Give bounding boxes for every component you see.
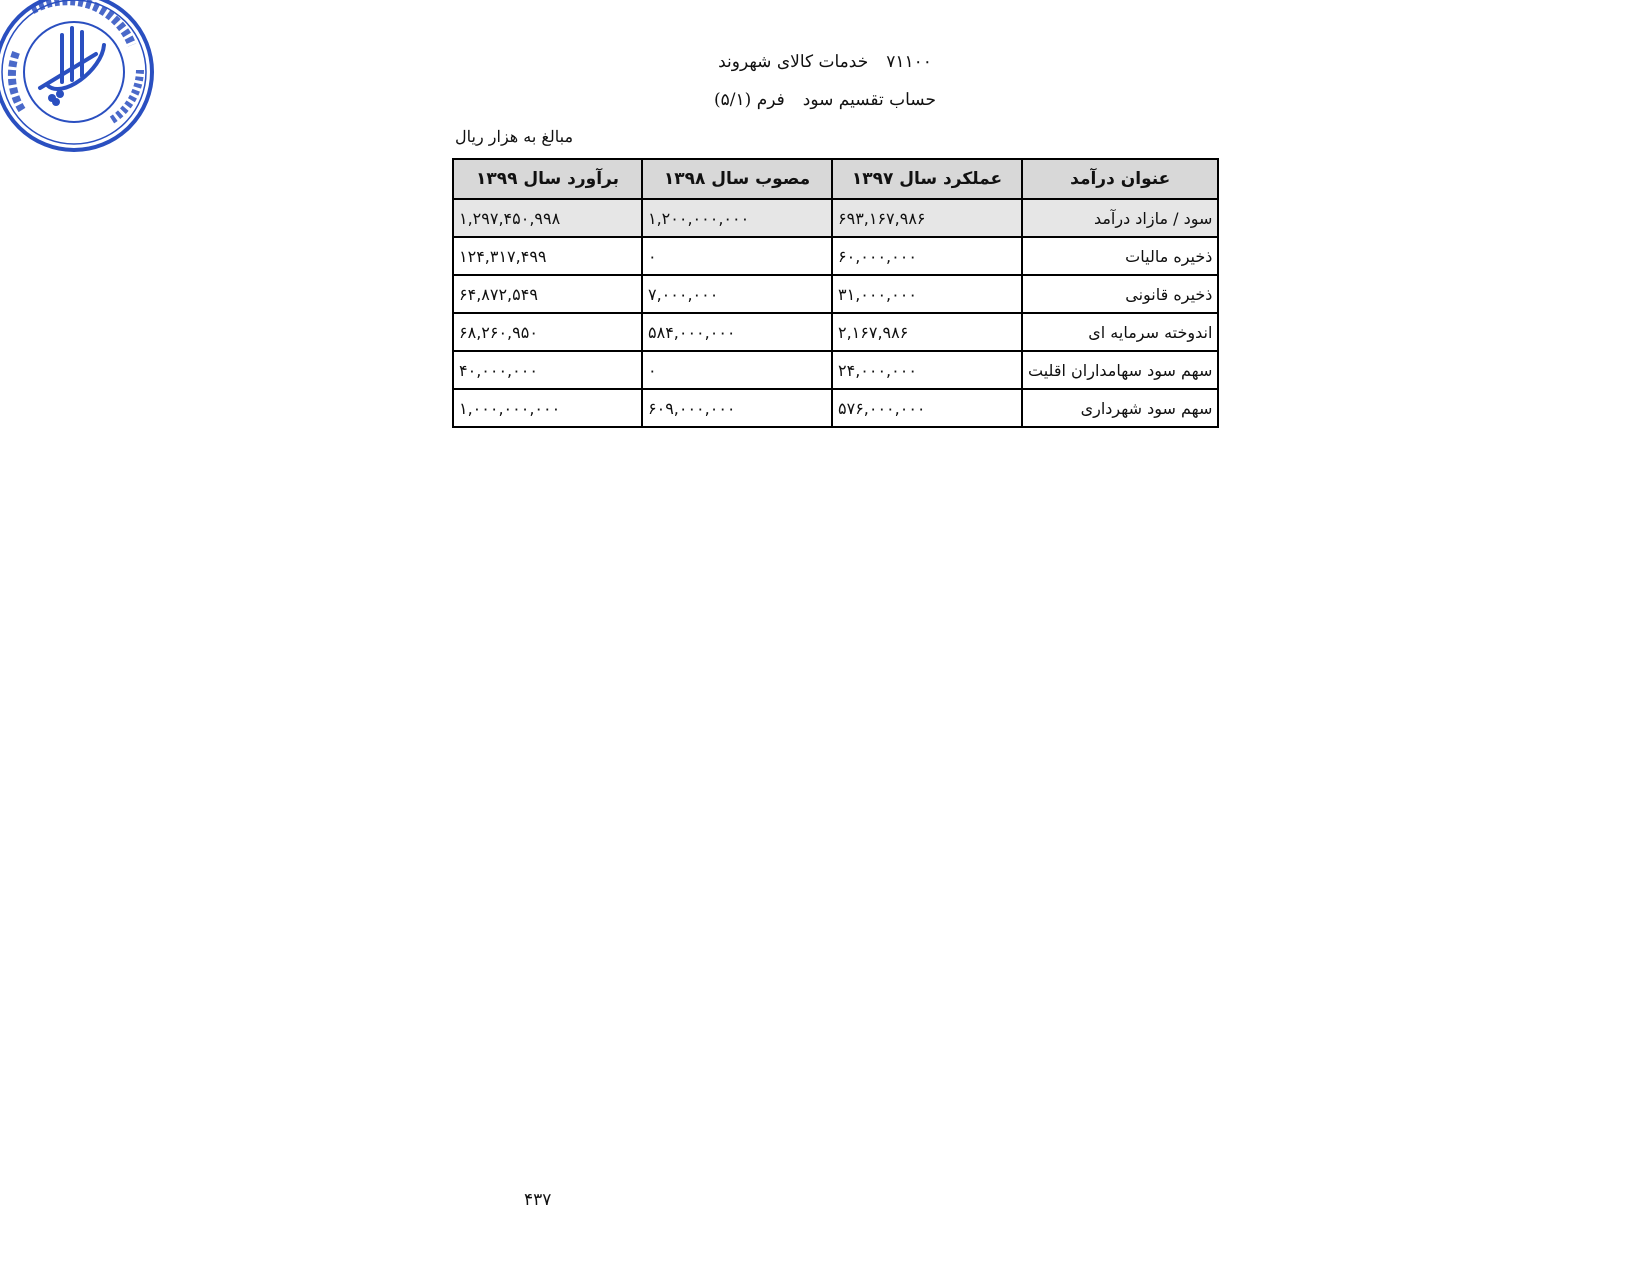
cell-1398: ۶۰۹,۰۰۰,۰۰۰: [642, 389, 832, 427]
row-title: اندوخته سرمایه ای: [1022, 313, 1218, 351]
row-title: سهم سود سهامداران اقلیت: [1022, 351, 1218, 389]
column-header-1397-actual: عملکرد سال ۱۳۹۷: [832, 159, 1022, 199]
table-row: [453, 313, 1218, 351]
cell-1399: ۴۰,۰۰۰,۰۰۰: [453, 351, 642, 389]
form-label: فرم (۵/۱): [714, 90, 785, 110]
cell-1398: ۵۸۴,۰۰۰,۰۰۰: [642, 313, 832, 351]
account-code: ۷۱۱۰۰: [886, 52, 932, 72]
table-row: [453, 199, 1218, 237]
page-number: ۴۳۷: [524, 1190, 552, 1210]
cell-1399: ۱,۰۰۰,۰۰۰,۰۰۰: [453, 389, 642, 427]
table-row: [453, 389, 1218, 427]
cell-1397: ۲,۱۶۷,۹۸۶: [832, 313, 1022, 351]
column-header-1399-estimate: برآورد سال ۱۳۹۹: [453, 159, 642, 199]
table-row: [453, 275, 1218, 313]
table-row: [453, 351, 1218, 389]
profit-distribution-table: [452, 158, 1219, 428]
row-title: ذخیره قانونی: [1022, 275, 1218, 313]
cell-1397: ۵۷۶,۰۰۰,۰۰۰: [832, 389, 1022, 427]
cell-1397: ۶۹۳,۱۶۷,۹۸۶: [832, 199, 1022, 237]
company-name: خدمات کالای شهروند: [718, 52, 869, 72]
cell-1398: ۱,۲۰۰,۰۰۰,۰۰۰: [642, 199, 832, 237]
cell-1397: ۳۱,۰۰۰,۰۰۰: [832, 275, 1022, 313]
cell-1398: ۰: [642, 237, 832, 275]
row-title: ذخیره مالیات: [1022, 237, 1218, 275]
table-row: [453, 237, 1218, 275]
unit-note: مبالغ به هزار ریال: [455, 127, 574, 146]
cell-1399: ۶۸,۲۶۰,۹۵۰: [453, 313, 642, 351]
row-title: سهم سود شهرداری: [1022, 389, 1218, 427]
table-header-row: [453, 159, 1218, 199]
cell-1399: ۶۴,۸۷۲,۵۴۹: [453, 275, 642, 313]
cell-1398: ۷,۰۰۰,۰۰۰: [642, 275, 832, 313]
cell-1397: ۶۰,۰۰۰,۰۰۰: [832, 237, 1022, 275]
form-title: [0, 52, 1650, 72]
column-header-1398-approved: مصوب سال ۱۳۹۸: [642, 159, 832, 199]
cell-1398: ۰: [642, 351, 832, 389]
cell-1399: ۱,۲۹۷,۴۵۰,۹۹۸: [453, 199, 642, 237]
form-subtitle: [0, 90, 1650, 110]
cell-1399: ۱۲۴,۳۱۷,۴۹۹: [453, 237, 642, 275]
column-header-title: عنوان درآمد: [1022, 159, 1218, 199]
council-seal: [0, 0, 157, 155]
cell-1397: ۲۴,۰۰۰,۰۰۰: [832, 351, 1022, 389]
row-title: سود / مازاد درآمد: [1022, 199, 1218, 237]
account-title: حساب تقسیم سود: [802, 90, 936, 110]
